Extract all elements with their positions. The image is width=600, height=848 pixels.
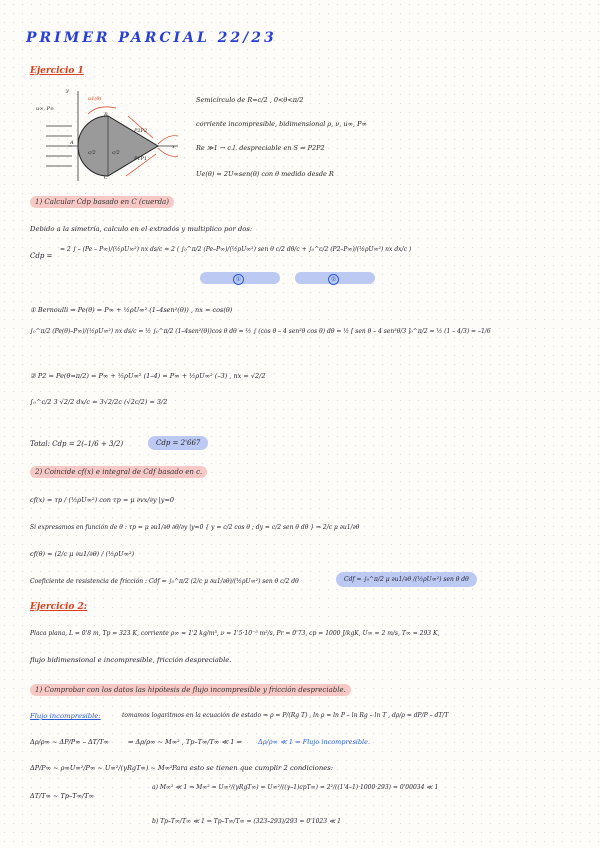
cf-result: cf(θ) = (2/c μ ∂u1/∂θ) / (½ρU∞²) [30, 550, 135, 558]
cf-definition: cf(x) = τp / (½ρU∞²) con τp = μ ∂vx/∂y |y=0 [30, 496, 175, 504]
total-result: Cdp = 2'667 [148, 436, 208, 450]
cdp-equation: = 2 ∫ – (Pe – P∞)/(½ρU∞²) nx ds/c = 2 ( ∫₀^π/2 (Pe–P∞)/(½ρU∞²) sen θ c/2 dθ/c + ∫₀^c/2 (P2–P∞)/(½ρU∞²) nx dx/c ) [60, 246, 412, 253]
incompressible-conclusion: Δρ/ρ∞ ≪ 1 ⇒ Flujo incompresible. [258, 738, 371, 746]
relation-line-3: ΔT/T∞ ~ Tp–T∞/T∞ [30, 792, 94, 800]
fig-label-x: x [172, 144, 175, 150]
fig-label-b: B [104, 112, 108, 118]
semicircle-figure [28, 86, 188, 186]
cdf-result: Cdf = ∫₀^π/2 μ ∂u1/∂θ /(½ρU∞²) sen θ dθ [336, 572, 477, 587]
fig-label-uinf: u∞, P∞ [36, 106, 55, 112]
integral-2: ∫₀^c/2 3 √2/2 dx/c = 3√2/2c (√2c/2) = 3/2 [30, 398, 168, 406]
relation-line-2: ΔP/P∞ ~ ρ∞U∞²/P∞ ~ U∞²/(γRgT∞) ~ M∞² [30, 764, 173, 772]
exercise-1-heading: Ejercicio 1 [30, 66, 84, 76]
conditions-text: Para esto se tienen que cumplir 2 condiciones: [172, 764, 333, 772]
condition-a: a) M∞² ≪ 1 ⇒ M∞² = U∞²/(γRgT∞) = U∞²/((γ–1)cpT∞) = 2²/((1'4–1)·1000·293) = 0'00034 ≪ 1 [152, 784, 439, 791]
fig-label-c2a: c/2 [88, 150, 96, 156]
exercise-2-heading: Ejercicio 2: [30, 602, 88, 612]
fig-label-c: C [104, 175, 108, 181]
desc-line-3: Re ≫1 → c.l. despreciable en S ⇒ P2P2 [196, 144, 325, 152]
condition-b: b) Tp–T∞/T∞ ≪ 1 ⇒ Tp–T∞/T∞ = (323–293)/293 = 0'1023 ≪ 1 [152, 818, 341, 825]
integral-1: ∫₀^π/2 (Pe(θ)–P∞)/(½ρU∞²) nx ds/c = ½ ∫₀^π/2 (1–4sen²(θ))cos θ dθ = ½ ∫ (cos θ – 4 sen²θ cos θ) dθ = ½ [ sen θ – 4 sen³θ/3 ]₀^π/2 = ½ (1 – 4/3) = –1/6 [30, 328, 491, 335]
question-2-1: 1) Comprobar con los datos las hipótesis de flujo incompresible y fricción despreciable. [30, 684, 351, 696]
relation-line-1: Δρ/ρ∞ ~ ΔP/P∞ – ΔT/T∞ [30, 738, 109, 746]
total-line: Total: Cdp = 2(–1/6 + 3/2) [30, 440, 124, 448]
relation-line-1b: ⇒ Δρ/ρ∞ ~ M∞² , Tp–T∞/T∞ ≪ 1 ⇒ [128, 738, 242, 746]
fig-label-y: y [66, 88, 69, 94]
fig-label-p1: P1P1 [134, 156, 148, 162]
exercise-2-data2: flujo bidimensional e incompresible, fricción despreciable. [30, 656, 232, 664]
fig-label-c2b: c/2 [112, 150, 120, 156]
desc-line-2: corriente incompresible, bidimensional ρ, ν, u∞, P∞ [196, 120, 367, 128]
symmetry-text: Debido a la simetría, calculo en el extradós y multiplico por dos: [30, 225, 253, 233]
cdp-lhs: Cdp = [30, 252, 53, 260]
exercise-2-data: Placa plana, L = 0'8 m, Tp = 323 K, corriente ρ∞ = 1'2 kg/m³, ν = 1'5·10⁻⁵ m²/s, Pr = 0'73, cp = 1000 J/kgK, U∞ = 2 m/s, T∞ = 293 K, [30, 630, 440, 637]
incompressible-text: tomamos logaritmos en la ecuación de estado ⇒ ρ = P/(Rg T) , ln ρ = ln P – ln Rg – ln T , dρ/ρ = dP/P – dT/T [122, 712, 449, 719]
cf-theta: Si expresamos en función de θ : τp = μ ∂u1/∂θ ∂θ/∂y |y=0 { y = c/2 cos θ ; dy = c/2 sen θ dθ } ⇒ 2/c μ ∂u1/∂θ [30, 524, 360, 531]
label-one: ① [233, 274, 244, 285]
question-1-1: 1) Calcular Cdp basado en C (cuerda) [30, 196, 174, 208]
incompressible-label: Flujo incompresible: [30, 712, 101, 720]
desc-line-1: Semicírculo de R=c/2 , 0<θ<π/2 [196, 96, 304, 104]
page-title: PRIMER PARCIAL 22/23 [26, 30, 277, 46]
bernoulli-line: ① Bernoulli ⇒ Pe(θ) = P∞ + ½ρU∞² (1–4sen²(θ)) , nx = cos(θ) [30, 306, 233, 314]
fig-label-p2: P2P2 [134, 128, 148, 134]
label-two: ② [328, 274, 339, 285]
fig-label-rad: u1(θ) [88, 96, 102, 102]
fig-label-a: A [70, 140, 74, 146]
cdf-text: Coeficiente de resistencia de fricción : Cdf = ∫₀^π/2 (2/c μ ∂u1/∂θ)/(½ρU∞²) sen θ c/2 dθ [30, 578, 299, 585]
question-1-2: 2) Coincide cf(x) e integral de Cdf basado en c. [30, 466, 207, 478]
p2-line: ② P2 = Pe(θ=π/2) = P∞ + ½ρU∞² (1–4) = P∞ + ½ρU∞² (–3) , nx = √2/2 [30, 372, 266, 380]
desc-line-4: Ue(θ) = 2U∞sen(θ) con θ medido desde R [196, 170, 334, 178]
